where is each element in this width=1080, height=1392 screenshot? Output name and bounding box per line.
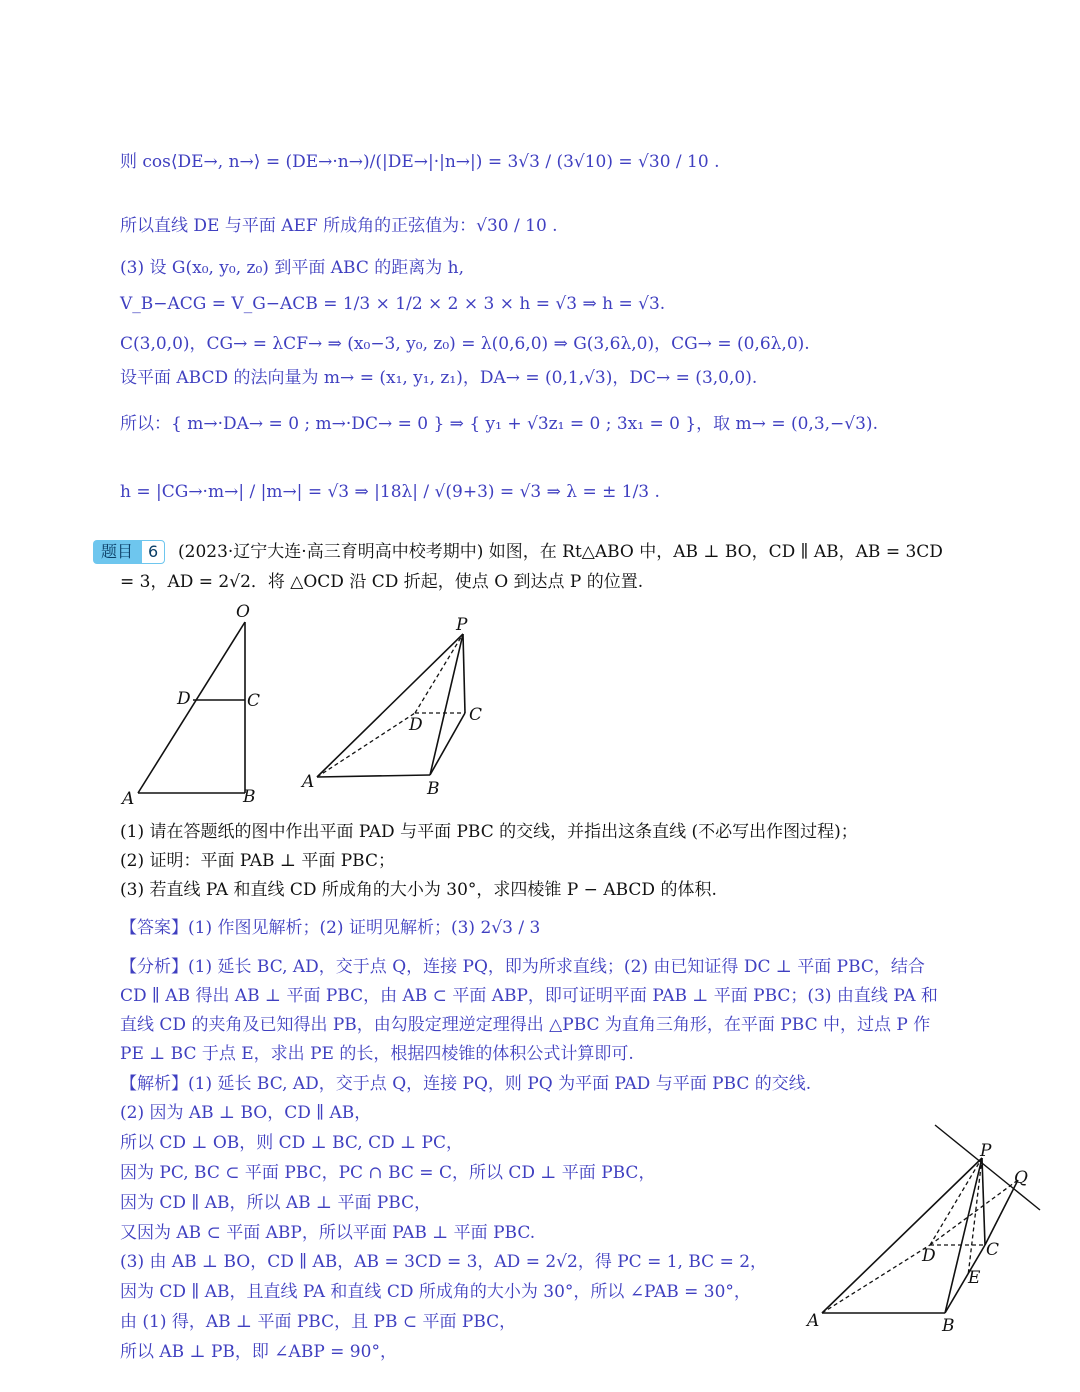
segment-bp-3 bbox=[945, 1158, 982, 1313]
solution-line-normal: 设平面 ABCD 的法向量为 m→ = (x₁, y₁, z₁)，DA→ = (0,1,√3)，DC→ = (3,0,0). bbox=[120, 368, 758, 388]
figure-pyramid-fold bbox=[295, 612, 505, 802]
segment-cp-2 bbox=[463, 634, 465, 713]
solution-line-volume: V_B−ACG = V_G−ACB = 1/3 × 1/2 × 2 × 3 × h = √3 ⇒ h = √3. bbox=[120, 294, 666, 314]
solution-line-sine: 所以直线 DE 与平面 AEF 所成角的正弦值为：√30 / 10 . bbox=[120, 216, 558, 236]
figure-pyramid-intersection bbox=[800, 1120, 1050, 1370]
solution-line-3: 所以 CD ⊥ OB，则 CD ⊥ BC, CD ⊥ PC， bbox=[120, 1133, 463, 1153]
segment-ad-2 bbox=[317, 713, 415, 777]
label-c: C bbox=[247, 691, 261, 711]
segment-pe-3 bbox=[968, 1158, 982, 1276]
segment-bc-2 bbox=[430, 713, 465, 775]
problem-badge-number: 6 bbox=[141, 540, 165, 564]
solution-line-distance: (3) 设 G(x₀, y₀, z₀) 到平面 ABC 的距离为 h, bbox=[120, 258, 465, 278]
analysis-line-3: 直线 CD 的夹角及已知得出 PB，由勾股定理逆定理得出 △PBC 为直角三角形，在平面 PBC 中，过点 P 作 bbox=[120, 1015, 931, 1035]
question-3: (3) 若直线 PA 和直线 CD 所成角的大小为 30°，求四棱锥 P − ABCD 的体积. bbox=[120, 880, 717, 900]
solution-line-6: 又因为 AB ⊂ 平面 ABP，所以平面 PAB ⊥ 平面 PBC. bbox=[120, 1223, 536, 1243]
answer-text: (1) 作图见解析；(2) 证明见解析；(3) 2√3 / 3 bbox=[188, 918, 541, 938]
problem-statement-line2: = 3，AD = 2√2．将 △OCD 沿 CD 折起，使点 O 到达点 P 的位置. bbox=[120, 572, 644, 592]
label-d-3: D bbox=[922, 1246, 936, 1266]
label-o: O bbox=[236, 602, 250, 622]
label-e-3: E bbox=[968, 1268, 981, 1288]
label-c-3: C bbox=[986, 1240, 1000, 1260]
label-d: D bbox=[177, 689, 191, 709]
segment-cq-3 bbox=[985, 1180, 1018, 1245]
label-q-3: Q bbox=[1014, 1168, 1028, 1188]
segment-ab-2 bbox=[317, 775, 430, 777]
analysis-tag: 【分析】 bbox=[120, 957, 188, 977]
segment-cp-3 bbox=[982, 1158, 985, 1245]
label-b-3: B bbox=[942, 1316, 955, 1336]
solution-line-4: 因为 PC, BC ⊂ 平面 PBC，PC ∩ BC = C，所以 CD ⊥ 平面 PBC， bbox=[120, 1163, 656, 1183]
figure-triangle-abo bbox=[110, 600, 280, 810]
question-2: (2) 证明：平面 PAB ⊥ 平面 PBC； bbox=[120, 851, 395, 871]
solution-line-lambda: h = |CG→·m→| / |m→| = √3 ⇒ |18λ| / √(9+3) = √3 ⇒ λ = ± 1/3 . bbox=[120, 482, 660, 502]
solution-line-8: 因为 CD ∥ AB，且直线 PA 和直线 CD 所成角的大小为 30°，所以 ∠PAB = 30°， bbox=[120, 1282, 751, 1302]
label-p-2: P bbox=[456, 615, 468, 635]
solution-line-1 bbox=[120, 1072, 811, 1096]
solution-text-1: (1) 延长 BC, AD，交于点 Q，连接 PQ，则 PQ 为平面 PAD 与平面 PBC 的交线. bbox=[188, 1074, 812, 1094]
analysis-line-1 bbox=[120, 955, 925, 979]
segment-ad-3 bbox=[822, 1245, 930, 1313]
solution-line-10: 所以 AB ⊥ PB，即 ∠ABP = 90°， bbox=[120, 1342, 397, 1362]
label-a-2: A bbox=[302, 772, 315, 792]
solution-line-5: 因为 CD ∥ AB，所以 AB ⊥ 平面 PBC， bbox=[120, 1193, 432, 1213]
label-d-2: D bbox=[409, 715, 423, 735]
solution-line-cos: 则 cos⟨DE→, n→⟩ = (DE→·n→)/(|DE→|·|n→|) = 3√3 / (3√10) = √30 / 10 . bbox=[120, 152, 720, 172]
solution-line-9: 由 (1) 得，AB ⊥ 平面 PBC，且 PB ⊂ 平面 PBC， bbox=[120, 1312, 517, 1332]
solution-line-7: (3) 由 AB ⊥ BO，CD ∥ AB，AB = 3CD = 3，AD = 2√2，得 PC = 1, BC = 2， bbox=[120, 1252, 768, 1272]
analysis-text-1: (1) 延长 BC, AD，交于点 Q，连接 PQ，即为所求直线；(2) 由已知证得 DC ⊥ 平面 PBC，结合 bbox=[188, 957, 925, 977]
question-1: (1) 请在答题纸的图中作出平面 PAD 与平面 PBC 的交线，并指出这条直线 (不必写出作图过程)； bbox=[120, 822, 858, 842]
solution-tag: 【解析】 bbox=[120, 1074, 188, 1094]
solution-line-2: (2) 因为 AB ⊥ BO，CD ∥ AB， bbox=[120, 1103, 372, 1123]
answer-line bbox=[120, 916, 540, 940]
segment-bp-2 bbox=[430, 634, 463, 775]
label-b: B bbox=[243, 787, 256, 807]
solution-line-system: 所以：{ m→·DA→ = 0 ; m→·DC→ = 0 } ⇒ { y₁ + √3z₁ = 0 ; 3x₁ = 0 }，取 m→ = (0,3,−√3). bbox=[120, 414, 878, 434]
analysis-line-4: PE ⊥ BC 于点 E，求出 PE 的长，根据四棱锥的体积公式计算即可. bbox=[120, 1044, 634, 1064]
solution-line-cg: C(3,0,0)，CG→ = λCF→ ⇒ (x₀−3, y₀, z₀) = λ(0,6,0) ⇒ G(3,6λ,0)，CG→ = (0,6λ,0). bbox=[120, 334, 810, 354]
problem-badge bbox=[93, 540, 165, 564]
answer-tag: 【答案】 bbox=[120, 918, 188, 938]
label-a: A bbox=[122, 789, 135, 809]
segment-ao bbox=[138, 622, 245, 793]
problem-badge-label: 题目 bbox=[93, 540, 141, 564]
label-c-2: C bbox=[469, 705, 483, 725]
analysis-line-2: CD ∥ AB 得出 AB ⊥ 平面 PBC，由 AB ⊂ 平面 ABP，即可证明平面 PAB ⊥ 平面 PBC；(3) 由直线 PA 和 bbox=[120, 986, 938, 1006]
label-a-3: A bbox=[807, 1311, 820, 1331]
label-b-2: B bbox=[427, 779, 440, 799]
problem-statement-line1: (2023·辽宁大连·高三育明高中校考期中) 如图，在 Rt△ABO 中，AB ⊥ BO，CD ∥ AB，AB = 3CD bbox=[178, 542, 943, 562]
label-p-3: P bbox=[980, 1141, 992, 1161]
